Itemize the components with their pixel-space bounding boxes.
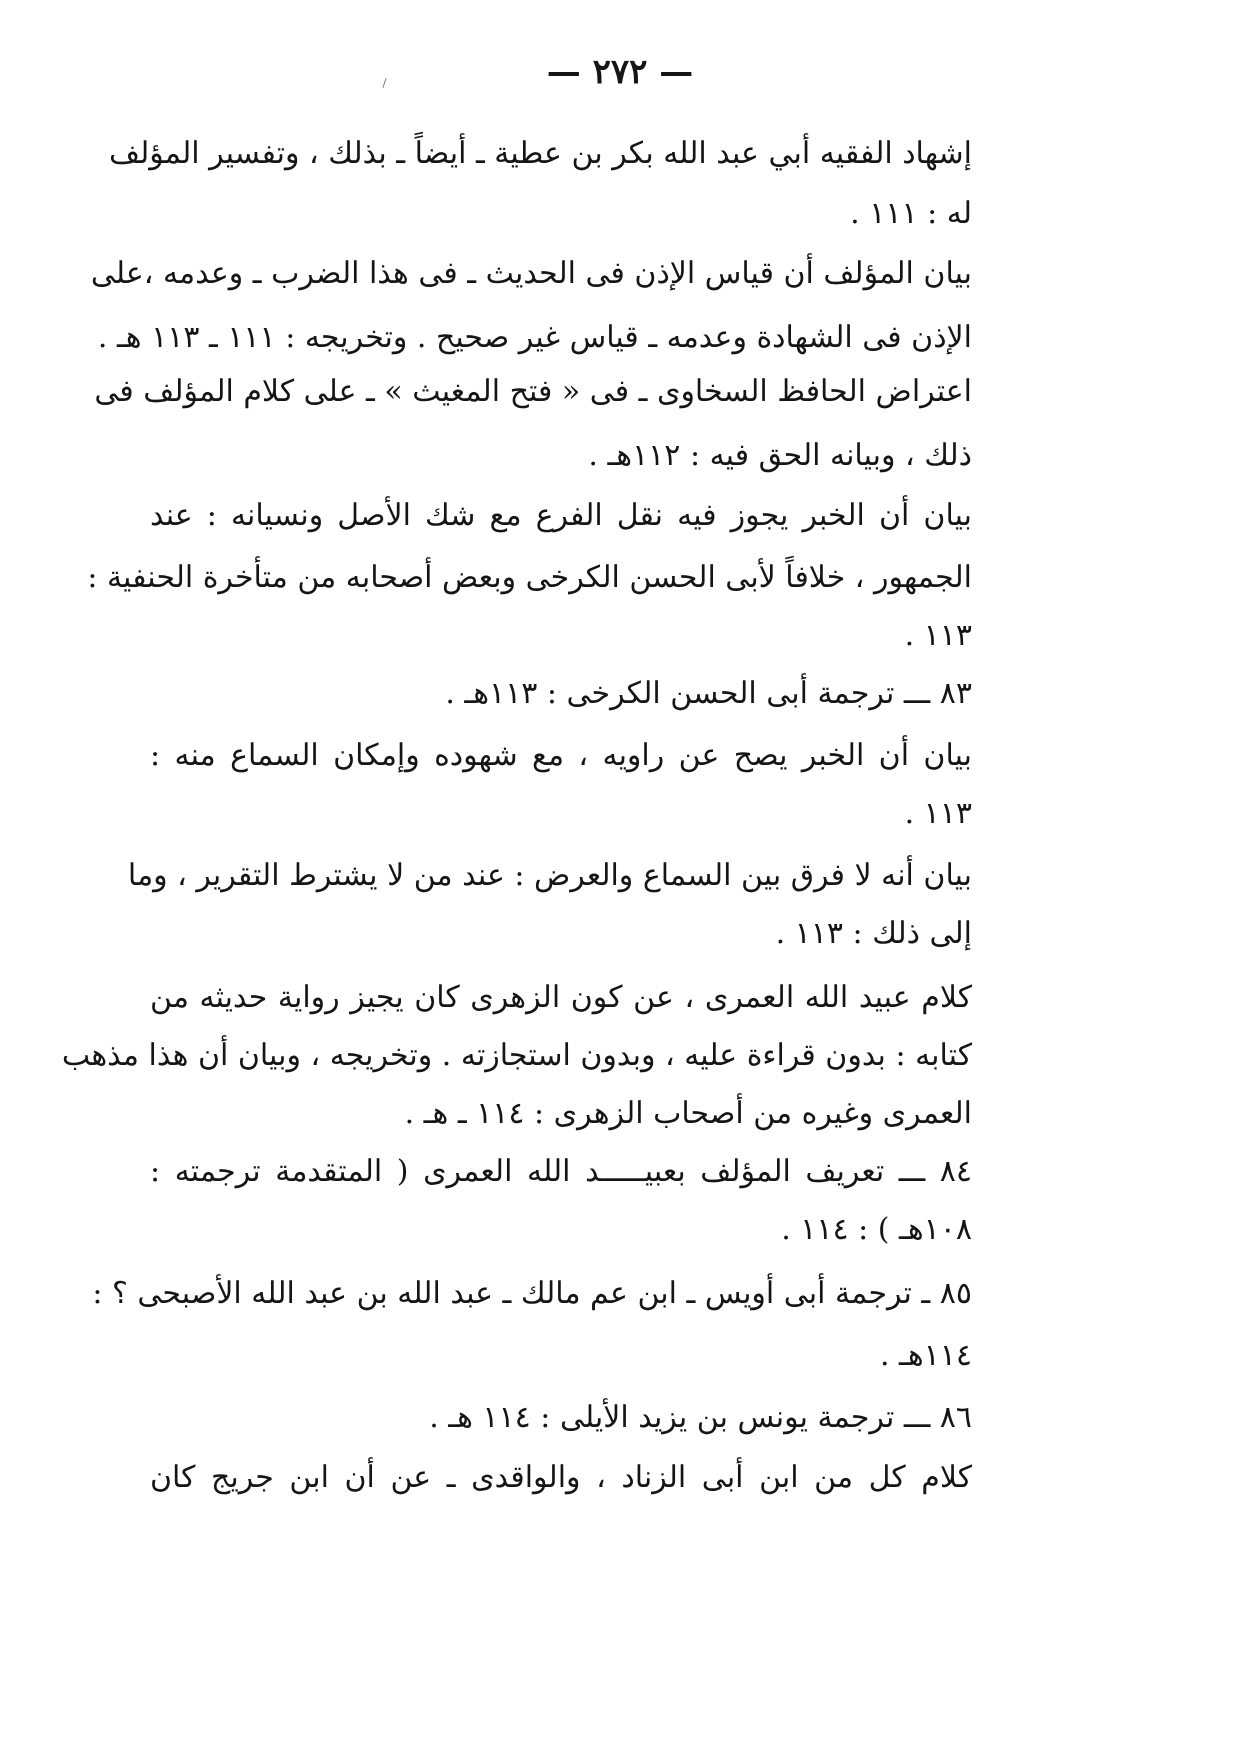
text-line-15: كلام عبيد الله العمرى ، عن كون الزهرى كان يجيز رواية حديثه من xyxy=(150,980,972,1015)
text-line-16: كتابه : بدون قراءة عليه ، وبدون استجازته . وتخريجه ، وبيان أن هذا مذهب xyxy=(61,1038,972,1073)
text-line-2: له : ١١١ . xyxy=(850,196,972,231)
text-line-13: بيان أنه لا فرق بين السماع والعرض : عند من لا يشترط التقرير ، وما xyxy=(127,858,972,893)
text-line-22: ٨٦ ـــ ترجمة يونس بن يزيد الأيلى : ١١٤ هـ . xyxy=(429,1400,972,1435)
text-line-17: العمرى وغيره من أصحاب الزهرى : ١١٤ ـ هـ . xyxy=(404,1096,972,1131)
text-line-14: إلى ذلك : ١١٣ . xyxy=(775,916,972,951)
text-line-11: بيان أن الخبر يصح عن راويه ، مع شهوده وإمكان السماع منه : xyxy=(150,738,972,773)
text-line-3: بيان المؤلف أن قياس الإذن فى الحديث ـ فى هذا الضرب ـ وعدمه ،على xyxy=(90,256,972,291)
text-line-6: ذلك ، وبيانه الحق فيه : ١١٢هـ . xyxy=(588,438,972,473)
text-line-19: ١٠٨هـ ) : ١١٤ . xyxy=(781,1212,972,1247)
text-line-21: ١١٤هـ . xyxy=(879,1338,972,1373)
text-line-7: بيان أن الخبر يجوز فيه نقل الفرع مع شك الأصل ونسيانه : عند xyxy=(150,498,972,533)
text-line-23: كلام كل من ابن أبى الزناد ، والواقدى ـ عن أن ابن جريج كان xyxy=(150,1460,972,1495)
text-line-10: ٨٣ ـــ ترجمة أبى الحسن الكرخى : ١١٣هـ . xyxy=(445,676,972,711)
text-line-4: الإذن فى الشهادة وعدمه ـ قياس غير صحيح . وتخريجه : ١١١ ـ ١١٣ هـ . xyxy=(97,320,972,355)
text-line-8: الجمهور ، خلافاً لأبى الحسن الكرخى وبعض أصحابه من متأخرة الحنفية : xyxy=(87,560,972,595)
text-line-18: ٨٤ ـــ تعريف المؤلف بعبيـــــد الله العمرى ( المتقدمة ترجمته : xyxy=(150,1154,972,1189)
text-line-12: ١١٣ . xyxy=(904,796,972,831)
page-number: — ٢٧٢ — xyxy=(546,52,694,92)
text-line-20: ٨٥ ـ ترجمة أبى أويس ـ ابن عم مالك ـ عبد الله بن عبد الله الأصبحى ؟ : xyxy=(92,1276,972,1311)
text-line-5: اعتراض الحافظ السخاوى ـ فى « فتح المغيث » ـ على كلام المؤلف فى xyxy=(94,374,972,409)
text-line-9: ١١٣ . xyxy=(904,618,972,653)
text-line-1: إشهاد الفقيه أبي عبد الله بكر بن عطية ـ أيضاً ـ بذلك ، وتفسير المؤلف xyxy=(109,136,972,171)
